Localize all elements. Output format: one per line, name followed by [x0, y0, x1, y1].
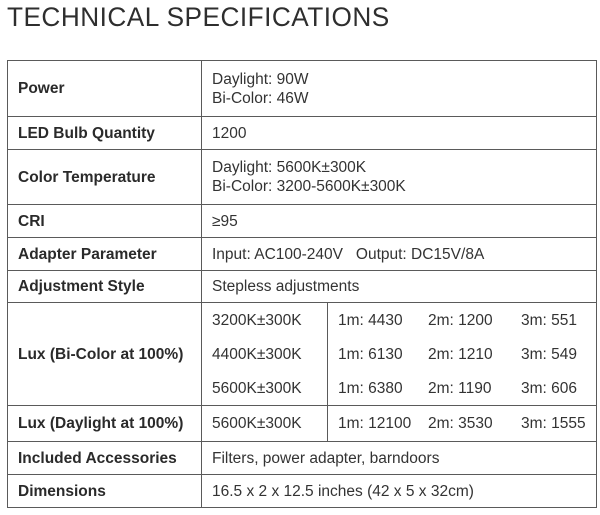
spec-label: Power — [8, 61, 202, 117]
table-row — [8, 303, 597, 406]
lux-1m: 1m: 4430 — [338, 311, 403, 329]
spec-value: 16.5 x 2 x 12.5 inches (42 x 5 x 32cm) — [202, 475, 597, 508]
spec-label: CRI — [8, 205, 202, 238]
lux-2m: 2m: 1210 — [428, 345, 493, 363]
lux-temp: 4400K±300K — [202, 337, 328, 371]
table-row — [8, 117, 597, 150]
spec-table — [7, 60, 597, 508]
lux-2m: 2m: 1200 — [428, 311, 493, 329]
table-row — [8, 475, 597, 508]
table-row — [8, 406, 597, 442]
lux-row — [202, 371, 596, 405]
spec-label: Lux (Bi-Color at 100%) — [8, 303, 202, 406]
spec-value: Input: AC100-240V Output: DC15V/8A — [202, 238, 597, 271]
spec-label: Lux (Daylight at 100%) — [8, 406, 202, 442]
lux-subtable-cell — [202, 406, 597, 442]
spec-value-line: Daylight: 90W — [212, 70, 309, 88]
lux-1m: 1m: 6130 — [338, 345, 403, 363]
table-row — [8, 205, 597, 238]
spec-label: Adjustment Style — [8, 271, 202, 303]
lux-1m: 1m: 12100 — [338, 415, 412, 432]
spec-value: Stepless adjustments — [202, 271, 597, 303]
table-row — [8, 61, 597, 117]
lux-3m: 3m: 549 — [521, 345, 578, 363]
lux-row — [202, 337, 596, 371]
lux-subtable-cell — [202, 303, 597, 406]
table-row — [8, 271, 597, 303]
table-row — [8, 150, 597, 205]
lux-temp: 5600K±300K — [202, 371, 328, 405]
lux-subtable — [202, 303, 596, 405]
lux-3m: 3m: 606 — [521, 379, 578, 397]
spec-value: 1200 — [202, 117, 597, 150]
page-title: TECHNICAL SPECIFICATIONS — [7, 2, 390, 32]
lux-3m: 3m: 1555 — [521, 415, 586, 432]
lux-3m: 3m: 551 — [521, 311, 578, 329]
lux-row — [202, 406, 596, 441]
lux-subtable — [202, 406, 596, 441]
spec-value — [202, 150, 597, 205]
spec-label: Adapter Parameter — [8, 238, 202, 271]
table-row — [8, 238, 597, 271]
lux-temp: 3200K±300K — [202, 303, 328, 337]
spec-value: Filters, power adapter, barndoors — [202, 442, 597, 475]
lux-temp: 5600K±300K — [202, 406, 328, 441]
spec-label: Dimensions — [8, 475, 202, 508]
lux-2m: 2m: 1190 — [428, 379, 492, 397]
table-row — [8, 442, 597, 475]
spec-label: Color Temperature — [8, 150, 202, 205]
lux-1m: 1m: 6380 — [338, 379, 403, 397]
spec-value-line: Daylight: 5600K±300K — [212, 159, 367, 176]
spec-value-line: Bi-Color: 3200-5600K±300K — [212, 178, 406, 195]
spec-value: ≥95 — [202, 205, 597, 238]
lux-2m: 2m: 3530 — [428, 415, 493, 432]
spec-value — [202, 61, 597, 117]
spec-label: LED Bulb Quantity — [8, 117, 202, 150]
lux-row — [202, 303, 596, 337]
spec-label: Included Accessories — [8, 442, 202, 475]
spec-value-line: Bi-Color: 46W — [212, 89, 309, 107]
